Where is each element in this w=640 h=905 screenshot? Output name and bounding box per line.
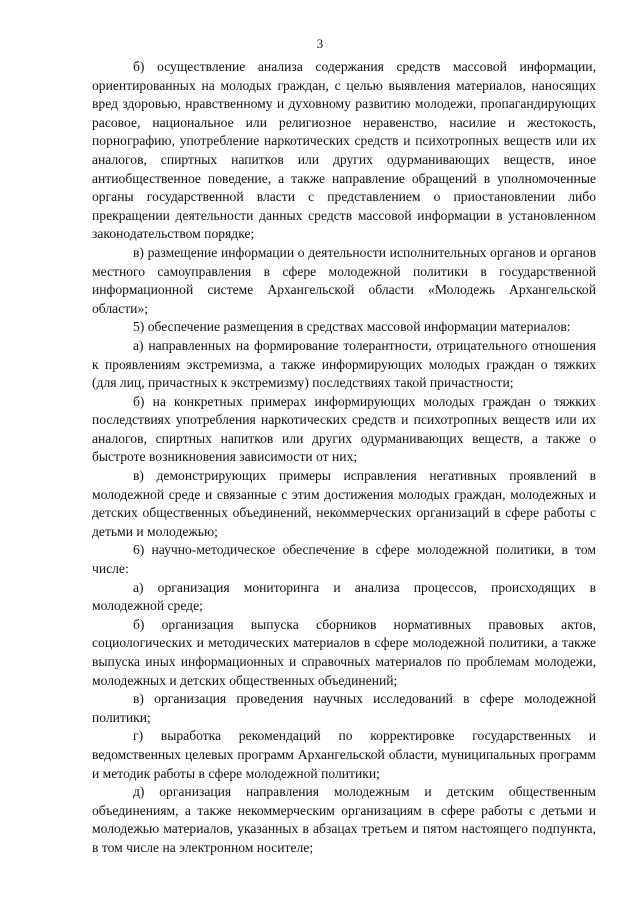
paragraph-item-b-publications: б) организация выпуска сборников нормативных правовых актов, социологических и методических материалов в сфере молодежной политики, а также выпуска иных информационных и справочных материалов по проблемам молодежи, молодежных и детских общественных объединений; [92, 616, 596, 688]
paragraph-item-d-distribution: д) организация направления молодежным и детским общественным объединениям, а также некоммерческим организациям в сфере работы с детьми и молодежью материалов, указанных в абзацах третьем и пятом настоящего подпункта, в том числе на электронном носителе; [92, 784, 596, 855]
paragraph-item-5-media-materials: 5) обеспечение размещения в средствах массовой информации материалов: [133, 319, 571, 335]
paragraph-item-v-research: в) организация проведения научных исследований в сфере молодежной политики; [92, 691, 596, 725]
paragraph-item-v-info-placement: в) размещение информации о деятельности исполнительных органов и органов местного самоуправления в сфере молодежной политики в государственной информационной системе Архангельской области «Молодежь Архангельской области»; [92, 244, 596, 316]
paragraph-item-b-drug-consequences: б) на конкретных примерах информирующих молодых граждан о тяжких последствиях употребления наркотических средств и психотропных веществ или их аналогов, спиртных напитков или других одурманивающих веществ, а также о быстроте возникновения зависимости от них; [92, 393, 596, 465]
paragraph-item-6-scientific-support: 6) научно-методическое обеспечение в сфере молодежной политики, в том числе: [92, 542, 596, 577]
paragraph-item-b-media-analysis: б) осуществление анализа содержания средств массовой информации, ориентированных на молодых граждан, с целью выявления материалов, наносящих вред здоровью, нравственному и духовному развитию молодежи, пропагандирующих расовое, национальное или религиозное неравенство, насилие и жестокость, порнографию, употребление наркотических средств и психотропных веществ или их аналогов, спиртных напитков или других одурманивающих веществ, иное антиобщественное поведение, а также направление обращений в уполномоченные органы государственной власти с представлением о приостановлении либо прекращении деятельности данных средств массовой информации в установленном законодательством порядке; [92, 59, 596, 242]
paragraph-item-a-monitoring: а) организация мониторинга и анализа процессов, происходящих в молодежной среде; [92, 579, 596, 614]
paragraph-item-g-recommendations: г) выработка рекомендаций по корректировке государственных и ведомственных целевых программ Архангельской области, муниципальных программ и методик работы в сфере молодежной политики; [92, 728, 596, 781]
paragraph-item-a-tolerance: а) направленных на формирование толерантности, отрицательного отношения к проявлениям экстремизма, а также информирующих молодых граждан о тяжких (для лиц, причастных к экстремизму) последствиях такой причастности; [92, 337, 596, 391]
document-body [92, 58, 596, 858]
page-number: 3 [316, 36, 324, 51]
paragraph-item-v-positive-examples: в) демонстрирующих примеры исправления негативных проявлений в молодежной среде и связанные с этим достижения молодых граждан, молодежных и детских общественных объединений, некоммерческих организаций в сфере работы с детьми и молодежью; [92, 468, 596, 539]
